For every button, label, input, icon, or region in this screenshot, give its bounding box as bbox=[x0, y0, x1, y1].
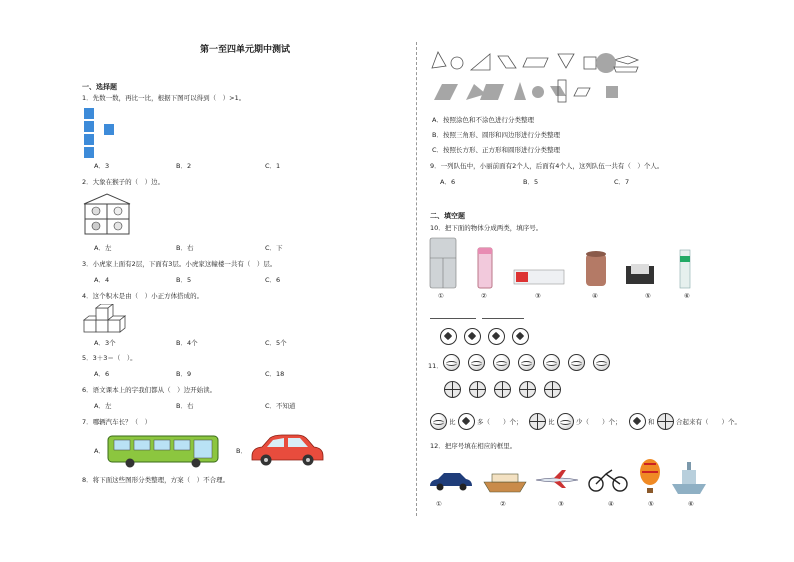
q4-option-c[interactable]: C．5个 bbox=[265, 339, 287, 347]
ship-icon bbox=[484, 474, 526, 492]
football-icon bbox=[464, 328, 481, 345]
football-icon bbox=[629, 413, 646, 430]
q3-option-b[interactable]: B．5 bbox=[176, 276, 192, 284]
basketball-icon bbox=[444, 381, 461, 398]
q7-option-b[interactable]: B． bbox=[236, 447, 247, 455]
basketball-icon bbox=[529, 413, 546, 430]
q4-text: 4．这个积木是由（ ）小正方体搭成的。 bbox=[82, 292, 204, 300]
car-icon bbox=[248, 432, 326, 468]
q8-option-a[interactable]: A．按照涂色和不涂色进行分类整理 bbox=[432, 116, 534, 124]
q11-compare-word-3: 和 bbox=[648, 418, 655, 426]
q8-text: 8．将下面这些图形分类整理，方案（ ）不合理。 bbox=[82, 476, 230, 484]
toothpaste-tube-icon bbox=[680, 250, 690, 288]
q1-option-b[interactable]: B．2 bbox=[176, 162, 192, 170]
q8-option-c[interactable]: C．按照长方形、正方形和圆形进行分类整理 bbox=[432, 146, 561, 154]
toothpaste-box-icon bbox=[514, 270, 564, 284]
q3-option-c[interactable]: C．6 bbox=[265, 276, 281, 284]
q6-text: 6．语文课本上的字我们都从（ ）边开始读。 bbox=[82, 386, 217, 394]
q4-option-b[interactable]: B．4个 bbox=[176, 339, 198, 347]
sedan-icon bbox=[430, 473, 472, 491]
volleyball-icon bbox=[568, 354, 585, 371]
can-icon bbox=[586, 251, 606, 286]
q1-text: 1．先数一数，再比一比，根据下图可以得到（ ）>1。 bbox=[82, 94, 246, 102]
section-choice-heading: 一、选择题 bbox=[82, 83, 117, 91]
basketball-icon bbox=[519, 381, 536, 398]
airplane-icon bbox=[536, 470, 578, 488]
q6-option-b[interactable]: B．右 bbox=[176, 402, 194, 410]
q10-answer-line-1[interactable] bbox=[430, 318, 476, 319]
volleyball-icon bbox=[593, 354, 610, 371]
q11-compare-blank-1[interactable]: 多（ ）个； bbox=[477, 418, 523, 426]
q6-option-a[interactable]: A．左 bbox=[94, 402, 112, 410]
q10-label-5: ⑤ bbox=[645, 292, 651, 300]
q9-option-c[interactable]: C．7 bbox=[614, 178, 630, 186]
q3-option-a[interactable]: A．4 bbox=[94, 276, 110, 284]
q11-label: 11． bbox=[428, 362, 443, 370]
volleyball-icon bbox=[430, 413, 447, 430]
volleyball-icon bbox=[443, 354, 460, 371]
q11-compare-blank-3[interactable]: 合起来有（ ）个。 bbox=[676, 418, 741, 426]
bicycle-icon bbox=[589, 470, 627, 491]
q11-compare-word-1: 比 bbox=[449, 418, 456, 426]
page-divider bbox=[416, 42, 417, 516]
basketball-icon bbox=[469, 381, 486, 398]
q5-option-a[interactable]: A．6 bbox=[94, 370, 110, 378]
q8-option-b[interactable]: B．按照三角形、圆形和四边形进行分类整理 bbox=[432, 131, 560, 139]
q2-option-a[interactable]: A．左 bbox=[94, 244, 112, 252]
q12-label-3: ③ bbox=[558, 500, 564, 508]
q5-option-b[interactable]: B．9 bbox=[176, 370, 192, 378]
q1-option-c[interactable]: C．1 bbox=[265, 162, 281, 170]
q5-option-c[interactable]: C．18 bbox=[265, 370, 285, 378]
q4-option-a[interactable]: A．3个 bbox=[94, 339, 116, 347]
fridge-icon bbox=[430, 238, 456, 288]
q10-label-4: ④ bbox=[592, 292, 598, 300]
q10-objects-figure bbox=[428, 236, 698, 292]
q2-animal-shelf-figure bbox=[82, 192, 132, 236]
q12-text: 12．把序号填在相应的框里。 bbox=[430, 442, 517, 450]
q8-shapes-figure bbox=[430, 50, 670, 108]
page-title: 第一至四单元期中测试 bbox=[200, 45, 291, 55]
q12-label-5: ⑤ bbox=[648, 500, 654, 508]
q10-label-6: ⑥ bbox=[684, 292, 690, 300]
q12-label-6: ⑥ bbox=[688, 500, 694, 508]
q11-compare-blank-2[interactable]: 少（ ）个； bbox=[576, 418, 622, 426]
basketball-icon bbox=[657, 413, 674, 430]
warship-icon bbox=[672, 462, 706, 494]
volleyball-icon bbox=[493, 354, 510, 371]
q7-text: 7．哪辆汽车长？（ ） bbox=[82, 418, 152, 426]
q9-text: 9．一列队伍中，小丽前面有2个人，后面有4个人，这列队伍一共有（ ）个人。 bbox=[430, 162, 664, 170]
q10-label-1: ① bbox=[438, 292, 444, 300]
football-icon bbox=[488, 328, 505, 345]
q12-label-1: ① bbox=[436, 500, 442, 508]
q9-option-a[interactable]: A．6 bbox=[440, 178, 456, 186]
volleyball-icon bbox=[557, 413, 574, 430]
q12-vehicles-figure bbox=[428, 456, 708, 496]
q11-compare-word-2: 比 bbox=[548, 418, 555, 426]
q10-text: 10．把下面的物体分成两类，填序号。 bbox=[430, 224, 543, 232]
q2-option-c[interactable]: C．下 bbox=[265, 244, 283, 252]
q2-text: 2．大象在猴子的（ ）边。 bbox=[82, 178, 165, 186]
q12-label-2: ② bbox=[500, 500, 506, 508]
q12-label-4: ④ bbox=[608, 500, 614, 508]
hot-air-balloon-icon bbox=[640, 459, 660, 493]
gift-box-icon bbox=[626, 264, 654, 284]
volleyball-icon bbox=[543, 354, 560, 371]
q5-text: 5．3＋3＝（ ）。 bbox=[82, 354, 137, 362]
football-icon bbox=[512, 328, 529, 345]
q1-option-a[interactable]: A．3 bbox=[94, 162, 110, 170]
volleyball-icon bbox=[468, 354, 485, 371]
basketball-icon bbox=[494, 381, 511, 398]
tissue-box-icon bbox=[478, 248, 492, 288]
q2-option-b[interactable]: B．右 bbox=[176, 244, 194, 252]
football-icon bbox=[458, 413, 475, 430]
bus-icon bbox=[106, 434, 222, 468]
q9-option-b[interactable]: B．5 bbox=[523, 178, 539, 186]
q3-text: 3．小虎家上面有2层，下面有3层。小虎家这幢楼一共有（ ）层。 bbox=[82, 260, 277, 268]
basketball-icon bbox=[544, 381, 561, 398]
q10-answer-line-2[interactable] bbox=[482, 318, 524, 319]
q6-option-c[interactable]: C．不知道 bbox=[265, 402, 296, 410]
volleyball-icon bbox=[518, 354, 535, 371]
section-fill-heading: 二、填空题 bbox=[430, 212, 465, 220]
q4-cube-figure bbox=[82, 304, 127, 334]
q1-blocks-figure bbox=[82, 106, 122, 158]
football-icon bbox=[440, 328, 457, 345]
q10-label-2: ② bbox=[481, 292, 487, 300]
q7-option-a[interactable]: A． bbox=[94, 447, 105, 455]
q10-label-3: ③ bbox=[535, 292, 541, 300]
